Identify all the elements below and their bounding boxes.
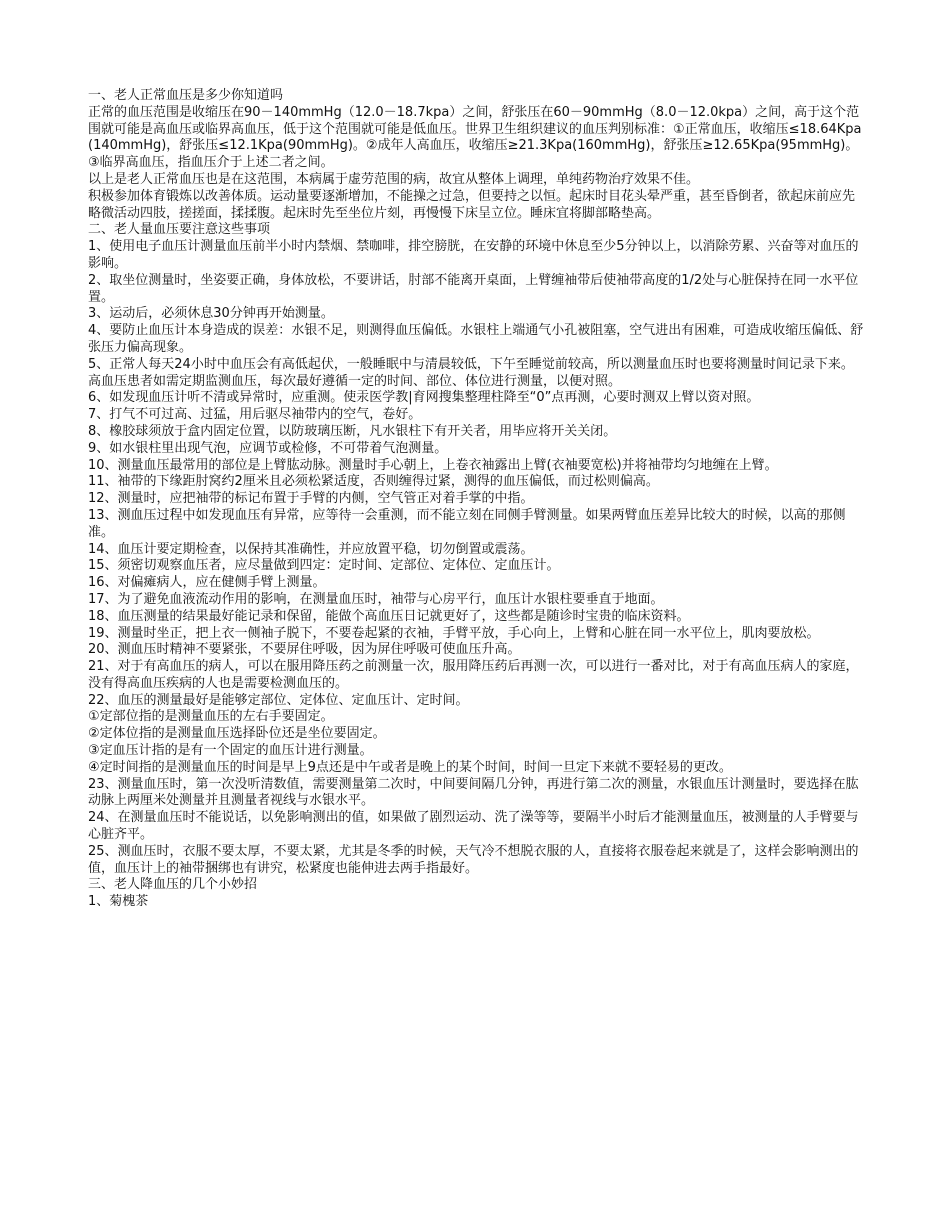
list-item-13: 13、测血压过程中如发现血压有异常，应等待一会重测，而不能立刻在同侧手臂测量。如果两臂血压差异比较大的时候，以高的那侧准。 xyxy=(88,507,846,540)
list-item-11: 11、袖带的下缘距肘窝约2厘米且必须松紧适度，否则缠得过紧，测得的血压偏低，而过松则偏高。 xyxy=(88,474,659,490)
list-item-23: 23、测量血压时，第一次没听清数值，需要测量第二次时，中间要间隔几分钟，再进行第二次的测量，水银血压计测量时，要选择在肱动脉上两厘米处测量并且测量者视线与水银水平。 xyxy=(88,776,859,809)
list-item-12: 12、测量时，应把袖带的标记布置于手臂的内侧，空气管正对着手掌的中指。 xyxy=(88,491,534,507)
tip-item-1: 1、菊槐茶 xyxy=(88,894,149,910)
section-heading-2: 二、老人量血压要注意这些事项 xyxy=(88,222,271,238)
list-item-21: 21、对于有高血压的病人，可以在服用降压药之前测量一次，服用降压药后再测一次，可以进行一番对比，对于有高血压病人的家庭，没有得高血压疾病的人也是需要检测血压的。 xyxy=(88,659,859,691)
paragraph-exercise: 积极参加体育锻炼以改善体质。运动量要逐渐增加，不能操之过急，但要持之以恒。起床时目花头晕严重，甚至昏倒者，欲起床前应先略微活动四肢，搓搓面，揉揉腹。起床时先至坐位片刻，再慢慢下床呈立位。睡床宜将脚部略垫高。 xyxy=(88,188,856,221)
document-body xyxy=(88,88,864,911)
list-item-5: 5、正常人每天24小时中血压会有高低起伏，一般睡眠中与清晨较低，下午至睡觉前较高，所以测量血压时也要将测量时间记录下来。高血压患者如需定期监测血压，每次最好遵循一定的时间、部位、体位进行测量，以便对照。 xyxy=(88,356,854,389)
list-item-6: 6、如发现血压计听不清或异常时，应重测。使汞医学教|育网搜集整理柱降至“0”点再测，心要时测双上臂以资对照。 xyxy=(88,390,760,406)
list-item-16: 16、对偏瘫病人，应在健侧手臂上测量。 xyxy=(88,575,326,591)
list-item-18: 18、血压测量的结果最好能记录和保留，能做个高血压日记就更好了，这些都是随诊时宝贵的临床资料。 xyxy=(88,608,690,624)
sub-item-fixed-device: ③定血压计指的是有一个固定的血压计进行测量。 xyxy=(88,743,373,759)
paragraph-summary: 以上是老人正常血压也是在这范围，本病属于虚劳范围的病，故宜从整体上调理，单纯药物治疗效果不佳。 xyxy=(88,171,700,187)
list-item-4: 4、要防止血压计本身造成的误差：水银不足，则测得血压偏低。水银柱上端通气小孔被阻塞，空气进出有困难，可造成收缩压偏低、舒张压力偏高现象。 xyxy=(88,323,864,355)
list-item-10: 10、测量血压最常用的部位是上臂肱动脉。测量时手心朝上，上卷衣袖露出上臂(衣袖要宽松)并将袖带均匀地缠在上臂。 xyxy=(88,457,778,473)
list-item-8: 8、橡胶球须放于盒内固定位置，以防玻璃压断，凡水银柱下有开关者，用毕应将开关关闭。 xyxy=(88,423,617,439)
list-item-19: 19、测量时坐正，把上衣一侧袖子脱下，不要卷起紧的衣袖，手臂平放，手心向上，上臂和心脏在同一水平位上，肌肉要放松。 xyxy=(88,625,820,641)
list-item-1: 1、使用电子血压计测量血压前半小时内禁烟、禁咖啡，排空膀胱，在安静的环境中休息至少5分钟以上，以消除劳累、兴奋等对血压的影响。 xyxy=(88,239,859,271)
list-item-24: 24、在测量血压时不能说话，以免影响测出的值，如果做了剧烈运动、洗了澡等等，要隔半小时后才能测量血压，被测量的人手臂要与心脏齐平。 xyxy=(88,810,859,843)
sub-item-fixed-time: ④定时间指的是测量血压的时间是早上9点还是中午或者是晚上的某个时间，时间一旦定下来就不要轻易的更改。 xyxy=(88,759,732,775)
sub-item-fixed-site: ①定部位指的是测量血压的左右手要固定。 xyxy=(88,709,334,725)
list-item-14: 14、血压计要定期检查，以保持其准确性，并应放置平稳，切勿倒置或震荡。 xyxy=(88,541,534,557)
list-item-25: 25、测血压时，衣服不要太厚，不要太紧，尤其是冬季的时候，天气冷不想脱衣服的人，直接将衣服卷起来就是了，这样会影响测出的值，血压计上的袖带捆绑也有讲究，松紧度也能伸进去两手指最好。 xyxy=(88,843,859,876)
list-item-7: 7、打气不可过高、过猛，用后驱尽袖带内的空气，卷好。 xyxy=(88,407,422,423)
list-item-22: 22、血压的测量最好是能够定部位、定体位、定血压计、定时间。 xyxy=(88,692,469,708)
list-item-3: 3、运动后，必须休息30分钟再开始测量。 xyxy=(88,306,334,322)
list-item-9: 9、如水银柱里出现气泡，应调节或检修，不可带着气泡测量。 xyxy=(88,440,448,456)
sub-item-fixed-position: ②定体位指的是测量血压选择卧位还是坐位要固定。 xyxy=(88,726,386,742)
section-heading-1: 一、老人正常血压是多少你知道吗 xyxy=(88,88,284,103)
paragraph-normal-range: 正常的血压范围是收缩压在90－140mmHg（12.0－18.7kpa）之间，舒张压在60－90mmHg（8.0－12.0kpa）之间，高于这个范围就可能是高血压或临界高血压，低于这个范围就可能是低血压。世界卫生组织建议的血压判别标准：①正常血压，收缩压≤18.64Kpa(140mmHg)，舒张压≤12.1Kpa(90mmHg)。②成年人高血压，收缩压≥21.3Kpa(160mmHg)，舒张压≥12.65Kpa(95mmHg)。③临界高血压，指血压介于上述二者之间。 xyxy=(88,104,862,171)
list-item-20: 20、测血压时精神不要紧张，不要屏住呼吸，因为屏住呼吸可使血压升高。 xyxy=(88,642,521,658)
list-item-15: 15、须密切观察血压者，应尽量做到四定：定时间、定部位、定体位、定血压计。 xyxy=(88,558,560,574)
list-item-17: 17、为了避免血液流动作用的影响，在测量血压时，袖带与心房平行，血压计水银柱要垂直于地面。 xyxy=(88,591,664,607)
section-heading-3: 三、老人降血压的几个小妙招 xyxy=(88,877,258,893)
list-item-2: 2、取坐位测量时，坐姿要正确，身体放松，不要讲话，肘部不能离开桌面，上臂缠袖带后使袖带高度的1/2处与心脏保持在同一水平位置。 xyxy=(88,272,859,305)
